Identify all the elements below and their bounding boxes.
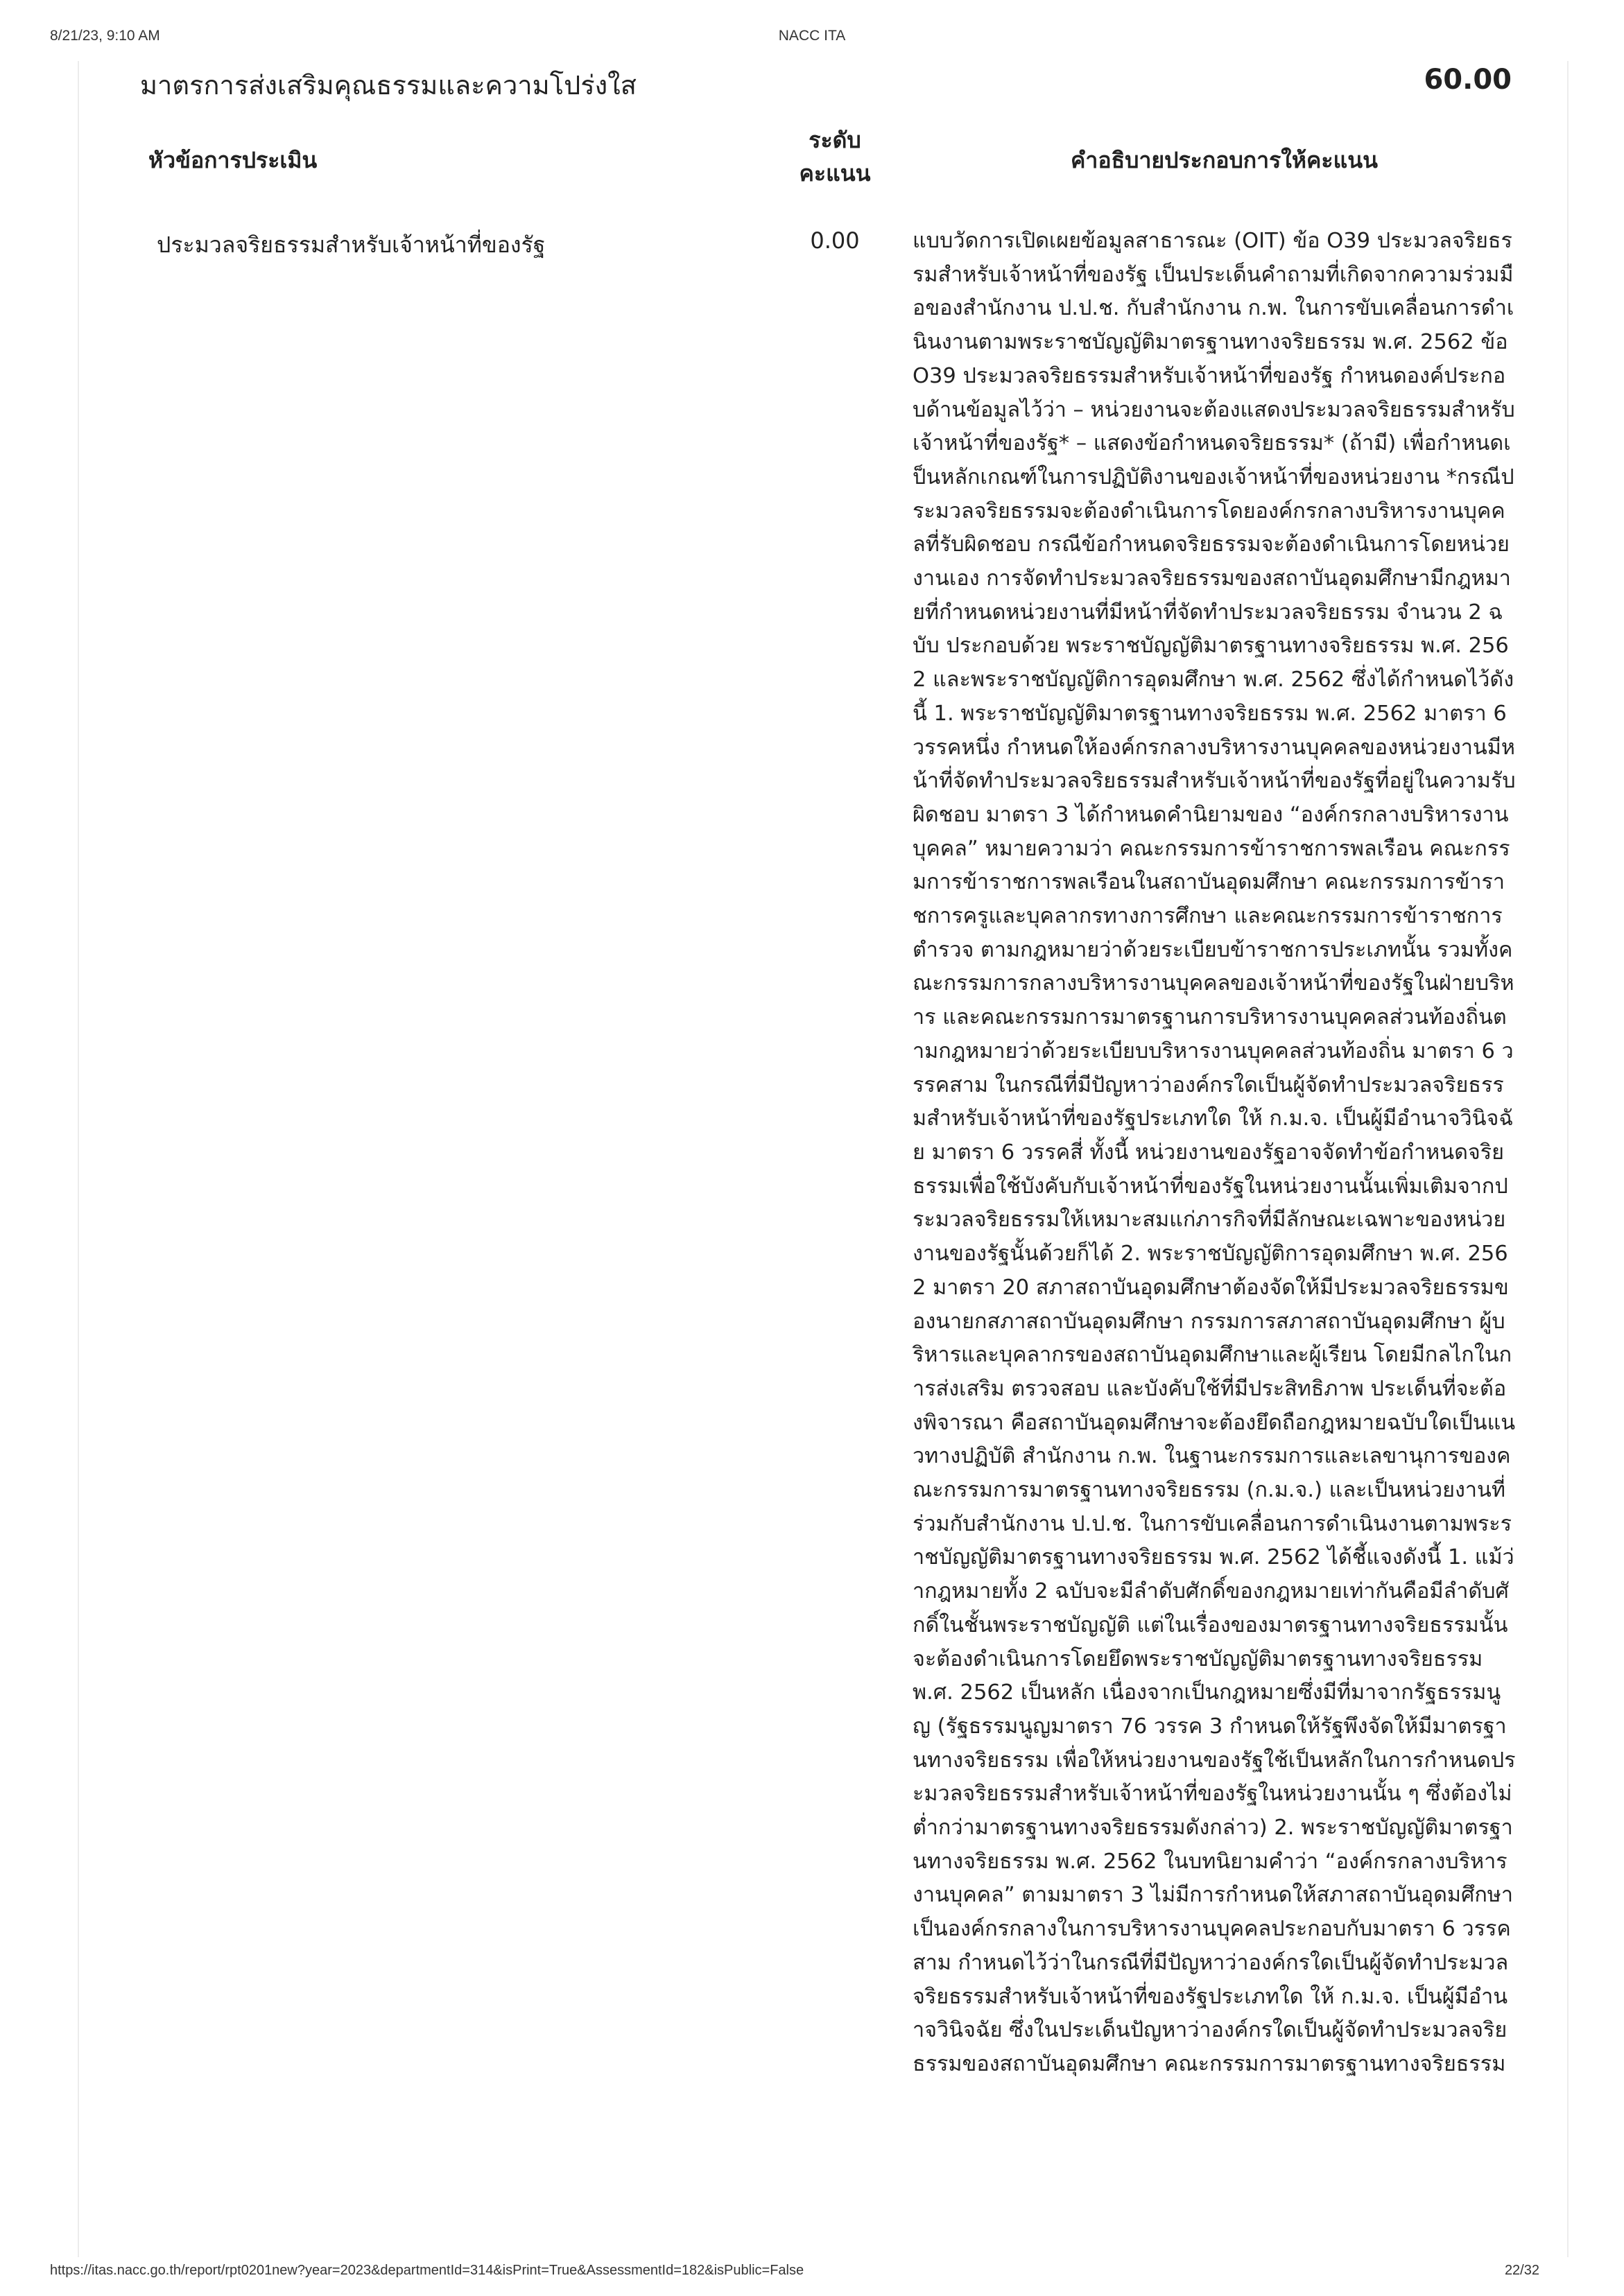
description-column-header: คำอธิบายประกอบการให้คะแนน <box>1071 147 1378 173</box>
assessment-card <box>78 61 1569 2257</box>
level-header-line1: ระดับ <box>809 127 861 153</box>
print-url: https://itas.nacc.go.th/report/rpt0201new?year=2023&departmentId=314&isPrint=True&AssessmentId=182&isPublic=False <box>50 2263 804 2278</box>
row-score: 0.00 <box>810 227 860 254</box>
row-description: แบบวัดการเปิดเผยข้อมูลสาธารณะ (OIT) ข้อ O39 ประมวลจริยธรรมสำหรับเจ้าหน้าที่ของรัฐ เป็นประเด็นคำถามที่เกิดจากความร่วมมือของสำนักงาน ป.ป.ช. กับสำนักงาน ก.พ. ในการขับเคลื่อนการดำเนินงานตามพระราชบัญญัติมาตรฐานทางจริยธรรม พ.ศ. 2562 ข้อ O39 ประมวลจริยธรรมสำหรับเจ้าหน้าที่ของรัฐ กำหนดองค์ประกอบด้านข้อมูลไว้ว่า – หน่วยงานจะต้องแสดงประมวลจริยธรรมสำหรับเจ้าหน้าที่ของรัฐ* – แสดงข้อกำหนดจริยธรรม* (ถ้ามี) เพื่อกำหนดเป็นหลักเกณฑ์ในการปฏิบัติงานของเจ้าหน้าที่ของหน่วยงาน *กรณีประมวลจริยธรรมจะต้องดำเนินการโดยองค์กรกลางบริหารงานบุคคลที่รับผิดชอบ กรณีข้อกำหนดจริยธรรมจะต้องดำเนินการโดยหน่วยงานเอง การจัดทำประมวลจริยธรรมของสถาบันอุดมศึกษามีกฎหมายที่กำหนดหน่วยงานที่มีหน้าที่จัดทำประมวลจริยธรรม จำนวน 2 ฉบับ ประกอบด้วย พระราชบัญญัติมาตรฐานทางจริยธรรม พ.ศ. 2562 และพระราชบัญญัติการอุดมศึกษา พ.ศ. 2562 ซึ่งได้กำหนดไว้ดังนี้ 1. พระราชบัญญัติมาตรฐานทางจริยธรรม พ.ศ. 2562 มาตรา 6 วรรคหนึ่ง กำหนดให้องค์กรกลางบริหารงานบุคคลของหน่วยงานมีหน้าที่จัดทำประมวลจริยธรรมสำหรับเจ้าหน้าที่ของรัฐที่อยู่ในความรับผิดชอบ มาตรา 3 ได้กำหนดคำนิยามของ “องค์กรกลางบริหารงานบุคคล” หมายความว่า คณะกรรมการข้าราชการพลเรือน คณะกรรมการข้าราชการพลเรือนในสถาบันอุดมศึกษา คณะกรรมการข้าราชการครูและบุคลากรทางการศึกษา และคณะกรรมการข้าราชการตำรวจ ตามกฎหมายว่าด้วยระเบียบข้าราชการประเภทนั้น รวมทั้งคณะกรรมการกลางบริหารงานบุคคลของเจ้าหน้าที่ของรัฐในฝ่ายบริหาร และคณะกรรมการมาตรฐานการบริหารงานบุคคลส่วนท้องถิ่นตามกฎหมายว่าด้วยระเบียบบริหารงานบุคคลส่วนท้องถิ่น มาตรา 6 วรรคสาม ในกรณีที่มีปัญหาว่าองค์กรใดเป็นผู้จัดทำประมวลจริยธรรมสำหรับเจ้าหน้าที่ของรัฐประเภทใด ให้ ก.ม.จ. เป็นผู้มีอำนาจวินิจฉัย มาตรา 6 วรรคสี่ ทั้งนี้ หน่วยงานของรัฐอาจจัดทำข้อกำหนดจริยธรรมเพื่อใช้บังคับกับเจ้าหน้าที่ของรัฐในหน่วยงานนั้นเพิ่มเติมจากประมวลจริยธรรมให้เหมาะสมแก่ภารกิจที่มีลักษณะเฉพาะของหน่วยงานของรัฐนั้นด้วยก็ได้ 2. พระราชบัญญัติการอุดมศึกษา พ.ศ. 2562 มาตรา 20 สภาสถาบันอุดมศึกษาต้องจัดให้มีประมวลจริยธรรมของนายกสภาสถาบันอุดมศึกษา กรรมการสภาสถาบันอุดมศึกษา ผู้บริหารและบุคลากรของสถาบันอุดมศึกษาและผู้เรียน โดยมีกลไกในการส่งเสริม ตรวจสอบ และบังคับใช้ที่มีประสิทธิภาพ ประเด็นที่จะต้องพิจารณา คือสถาบันอุดมศึกษาจะต้องยึดถือกฎหมายฉบับใดเป็นแนวทางปฏิบัติ สำนักงาน ก.พ. ในฐานะกรรมการและเลขานุการของคณะกรรมการมาตรฐานทางจริยธรรม (ก.ม.จ.) และเป็นหน่วยงานที่ร่วมกับสำนักงาน ป.ป.ช. ในการขับเคลื่อนการดำเนินงานตามพระราชบัญญัติมาตรฐานทางจริยธรรม พ.ศ. 2562 ได้ชี้แจงดังนี้ 1. แม้ว่ากฎหมายทั้ง 2 ฉบับจะมีลำดับศักดิ์ของกฎหมายเท่ากันคือมีลำดับศักดิ์ในชั้นพระราชบัญญัติ แต่ในเรื่องของมาตรฐานทางจริยธรรมนั้นจะต้องดำเนินการโดยยึดพระราชบัญญัติมาตรฐานทางจริยธรรม พ.ศ. 2562 เป็นหลัก เนื่องจากเป็นกฎหมายซึ่งมีที่มาจากรัฐธรรมนูญ (รัฐธรรมนูญมาตรา 76 วรรค 3 กำหนดให้รัฐพึงจัดให้มีมาตรฐานทางจริยธรรม เพื่อให้หน่วยงานของรัฐใช้เป็นหลักในการกำหนดประมวลจริยธรรมสำหรับเจ้าหน้าที่ของรัฐในหน่วยงานนั้น ๆ ซึ่งต้องไม่ต่ำกว่ามาตรฐานทางจริยธรรมดังกล่าว) 2. พระราชบัญญัติมาตรฐานทางจริยธรรม พ.ศ. 2562 ในบทนิยามคำว่า “องค์กรกลางบริหารงานบุคคล” ตามมาตรา 3 ไม่มีการกำหนดให้สภาสถาบันอุดมศึกษาเป็นองค์กรกลางในการบริหารงานบุคคลประกอบกับมาตรา 6 วรรคสาม กำหนดไว้ว่าในกรณีที่มีปัญหาว่าองค์กรใดเป็นผู้จัดทำประมวลจริยธรรมสำหรับเจ้าหน้าที่ของรัฐประเภทใด ให้ ก.ม.จ. เป็นผู้มีอำนาจวินิจฉัย ซึ่งในประเด็นปัญหาว่าองค์กรใดเป็นผู้จัดทำประมวลจริยธรรมของสถาบันอุดมศึกษา คณะกรรมการมาตรฐานทางจริยธรรม <box>913 229 1516 2076</box>
level-header-line2: คะแนน <box>799 160 871 186</box>
section-title: มาตรการส่งเสริมคุณธรรมและความโปร่งใส <box>140 70 637 101</box>
print-header <box>50 28 1574 49</box>
level-column-header <box>766 123 904 190</box>
print-footer <box>50 2263 1574 2284</box>
print-title: NACC ITA <box>778 28 846 44</box>
section-score: 60.00 <box>1424 64 1512 96</box>
print-datetime: 8/21/23, 9:10 AM <box>50 28 160 44</box>
page-number: 22/32 <box>1504 2263 1539 2278</box>
criteria-column-header: หัวข้อการประเมิน <box>148 147 318 173</box>
row-criteria: ประมวลจริยธรรมสำหรับเจ้าหน้าที่ของรัฐ <box>157 232 546 258</box>
